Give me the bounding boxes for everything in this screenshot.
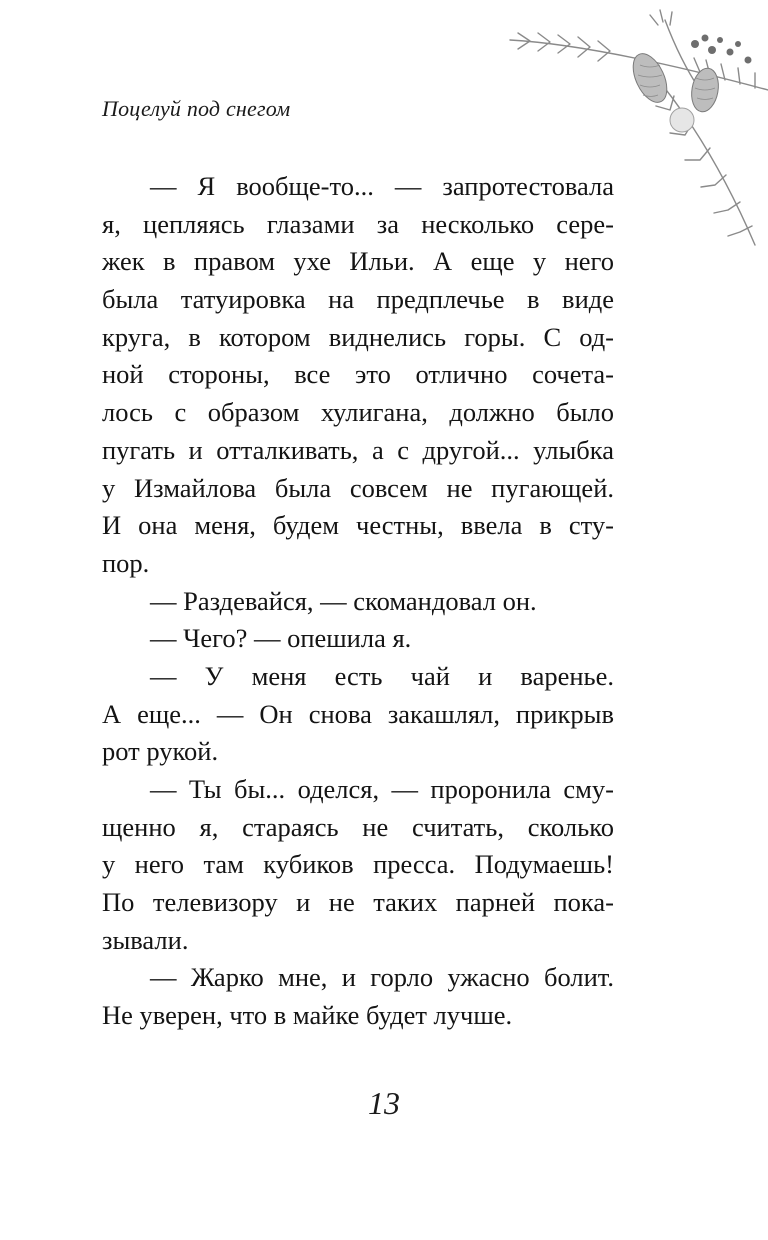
text-line: И она меня, будем честны, ввела в сту- [102,510,614,541]
text-line: я, цепляясь глазами за несколько сере- [102,208,614,239]
text-line: — Ты бы... оделся, — проронила сму- [150,774,614,804]
text-line: у него там кубиков пресса. Подумаешь! [102,849,614,880]
text-line: жек в правом ухе Ильи. А еще у него [102,246,614,277]
text-line: А еще... — Он снова закашлял, прикрыв [102,698,614,729]
text-line: у Измайлова была совсем не пугающей. [102,472,614,503]
text-line: лось с образом хулигана, должно было [102,397,614,428]
text-line: была татуировка на предплечье в виде [102,284,614,315]
text-line: — Жарко мне, и горло ужасно болит. [150,962,614,993]
text-line: — Я вообще-то... — запротестовала [150,171,614,201]
text-line: — Раздевайся, — скомандовал он. [150,585,537,616]
text-line: круга, в котором виднелись горы. С од- [102,321,614,352]
text-line: щенно я, стараясь не считать, сколько [102,811,614,842]
text-line: Не уверен, что в майке будет лучше. [102,1000,513,1031]
text-line: — У меня есть чай и варенье. [150,660,614,691]
text-line: По телевизору и не таких парней пока- [102,887,614,918]
text-line: зывали. [102,924,189,955]
text-line: ной стороны, все это отлично сочета- [102,359,614,390]
page-number: 13 [368,1085,400,1121]
body-text [102,168,614,1035]
text-line: рот рукой. [102,736,219,767]
text-line: пор. [102,547,150,578]
running-header-title: Поцелуй под снегом [102,96,291,121]
text-line: — Чего? — опешила я. [150,623,412,654]
text-line: пугать и отталкивать, а с другой... улыбка [102,434,614,465]
